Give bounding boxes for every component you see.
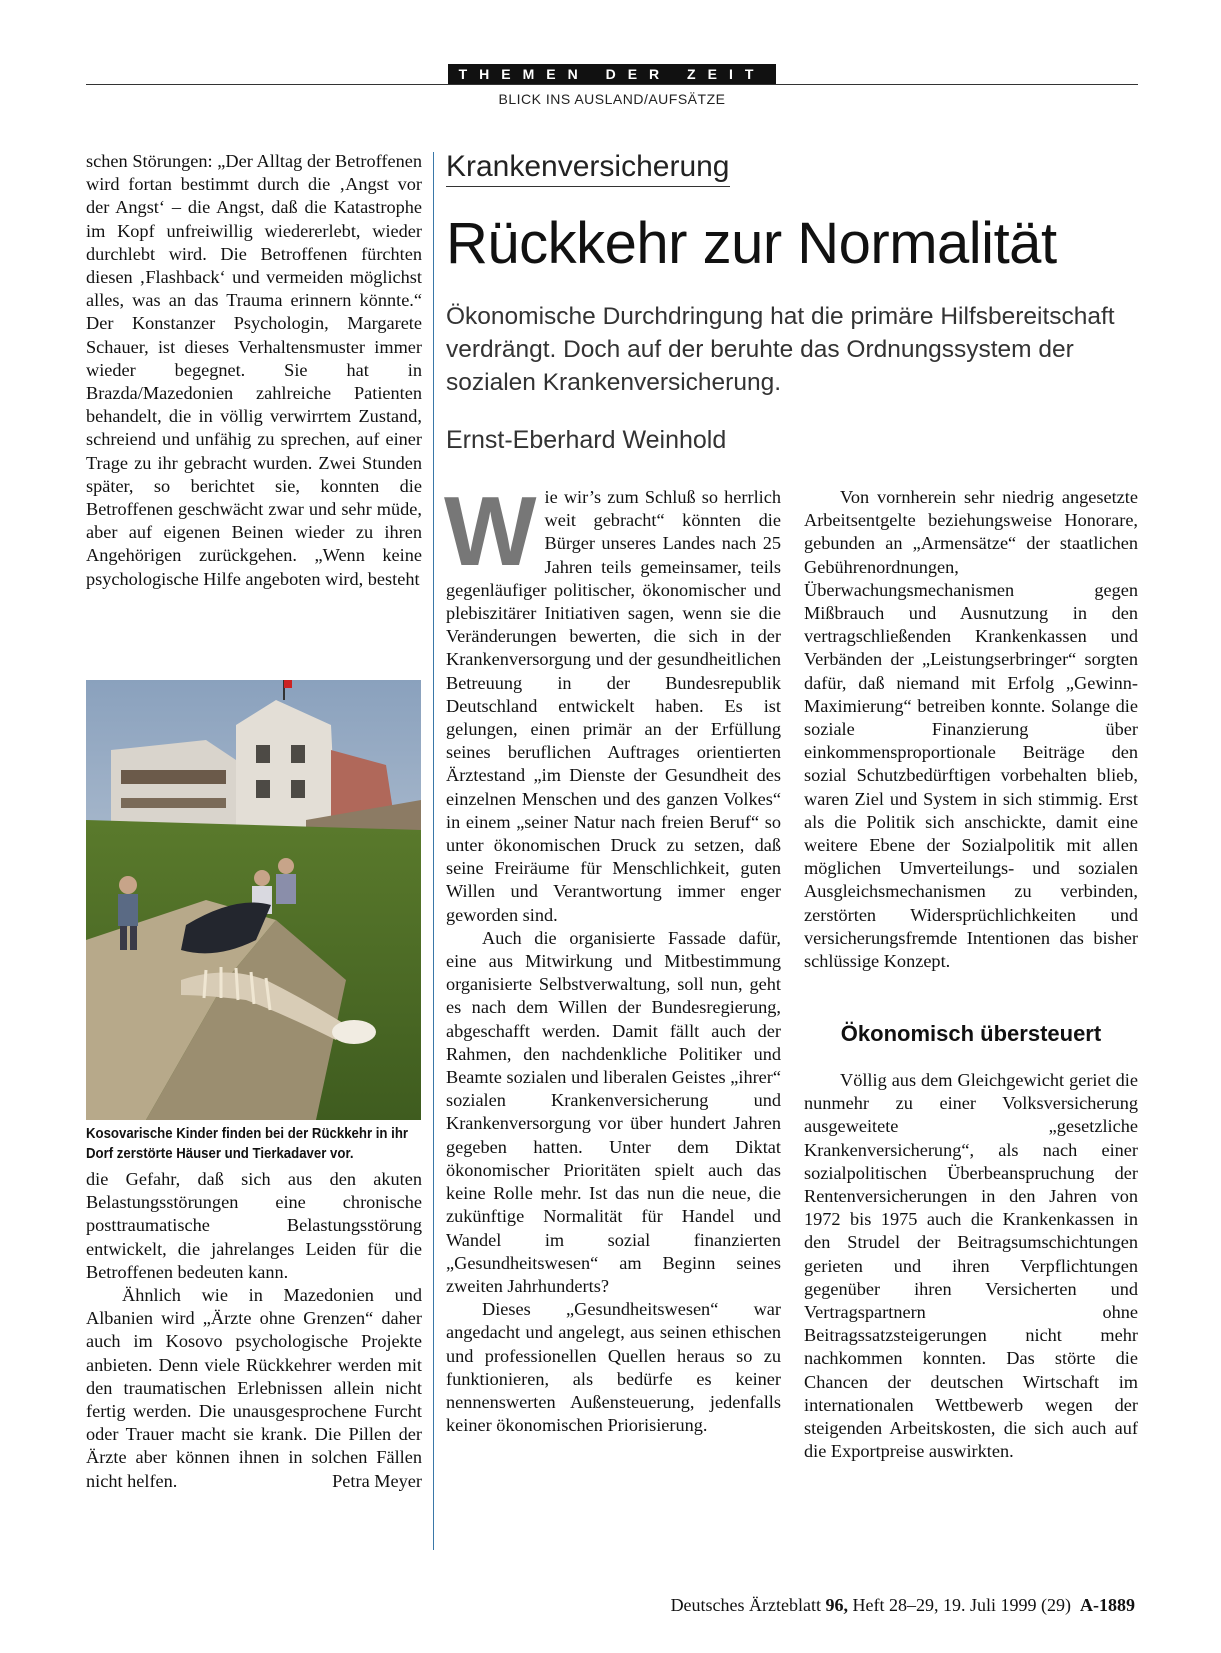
left-column-top <box>86 150 422 591</box>
left-bottom-para-2-text: Ähnlich wie in Mazedonien und Albanien wird „Ärzte ohne Grenzen“ daher auch im Kosovo psychologische Projekte anbieten. Denn viele Rückkehrer werden mit den traumatischen Erlebnissen allein nicht fertig werden. Die unausgesprochene Furcht oder Trauer macht sie krank. Die Pillen der Ärzte aber können ihnen in solchen Fällen nicht helfen. <box>86 1285 422 1491</box>
article-byline: Petra Meyer <box>332 1470 422 1491</box>
article-author: Ernst-Eberhard Weinhold <box>446 426 727 454</box>
right-column-bottom <box>804 1069 1138 1463</box>
left-bottom-para-1: die Gefahr, daß sich aus den akuten Belastungsstörungen eine chronische posttraumatische Belastungsstörung entwickelt, die jahrelanges Leiden für die Betroffenen bedeuten kann. <box>86 1169 422 1282</box>
drop-cap: W <box>444 476 537 586</box>
photo-caption: Kosovarische Kinder finden bei der Rückkehr in ihr Dorf zerstörte Häuser und Tierkadaver vor. <box>86 1125 409 1162</box>
article-title: Rückkehr zur Normalität <box>446 211 1057 276</box>
journal-issue: Heft 28–29, 19. Juli 1999 (29) <box>852 1595 1071 1615</box>
left-column-bottom <box>86 1168 422 1493</box>
page-number: A-1889 <box>1080 1595 1135 1615</box>
middle-para-1-text: ie wir’s zum Schluß so herrlich weit gebracht“ könnten die Bürger unseres Landes nach 25 Jahren teils gemeinsamer, teils gegenläufiger politischer, ökonomischer und plebiszitärer Initiativen sagen, wenn sie die Veränderungen bewerten, die sich in der Krankenversorgung und der gesundheitlichen Betreuung in der Bundesrepublik Deutschland entwickelt haben. Es ist gelungen, einen primär an der Erfüllung seines beruflichen Auftrages orientierten Ärztestand „im Dienste der Gesundheit des einzelnen Menschen und des ganzen Volkes“ in einem „seiner Natur nach freien Beruf“ so unter ökonomischen Druck zu setzen, daß seine Freiräume für Menschlichkeit, guten Willen und Verantwortung immer enger geworden sind. <box>446 487 781 925</box>
right-column-top <box>804 486 1138 973</box>
article-lead: Ökonomische Durchdringung hat die primäre Hilfsbereitschaft verdrängt. Doch auf der beruhte das Ordnungssystem der sozialen Krankenversicherung. <box>446 303 1115 396</box>
middle-para-3: Dieses „Gesundheitswesen“ war angedacht und angelegt, aus seinen ethischen und professionellen Quellen heraus so zu funktionieren, als bedürfe es keiner nennenswerten Außensteuerung, jedenfalls keiner ökonomischen Priorisierung. <box>446 1299 781 1436</box>
right-para-1: Von vornherein sehr niedrig angesetzte Arbeitsentgelte beziehungsweise Honorare, gebunden an „Armensätze“ der staatlichen Gebührenordnungen, Überwachungsmechanismen gegen Mißbrauch und Ausnutzung in den vertragschließenden Krankenkassen und Verbänden der „Leistungserbringer“ sorgten dafür, daß niemand mit Erfolg „Gewinn-Maximierung“ betreiben konnte. Solange die soziale Finanzierung über einkommensproportionale Beiträge den sozial Schutzbedürftigen vorbehalten blieb, waren Ziel und System in sich stimmig. Erst als die Politik sich anschickte, damit eine weitere Ebene der Sozialpolitik mit allen möglichen Umverteilungs- und sozialen Ausgleichsmechanismen zu verbinden, zerstörten Widersprüchlichkeiten und versicherungsfremde Intentionen das bisher schlüssige Konzept. <box>804 487 1138 972</box>
middle-column <box>444 476 781 1437</box>
article-kicker: Krankenversicherung <box>446 150 730 187</box>
kosovo-village-photo <box>86 680 421 1120</box>
section-heading: Ökonomisch übersteuert <box>840 1021 1102 1046</box>
section-subheading: BLICK INS AUSLAND/AUFSÄTZE <box>498 91 726 107</box>
section-banner: THEMEN DER ZEIT <box>448 64 776 84</box>
middle-para-2: Auch die organisierte Fassade dafür, eine aus Mitwirkung und Mitbestimmung organisierte Selbstverwaltung, soll nun, geht es nach dem Willen der Bundesregierung, abgeschafft werden. Damit fällt auch der Rahmen, den nachdenkliche Politiker und Beamte sozialen und liberalen Geistes „ihrer“ sozialen Krankenversicherung und Krankenversorgung vor über hundert Jahren gegeben hatten. Unter dem Diktat ökonomischer Prioritäten spielt auch das keine Rolle mehr. Ist das nun die neue, die zukünftige Normalität für Handel und Wandel im sozial finanzierten „Gesundheitswesen“ am Beginn seines zweiten Jahrhunderts? <box>446 927 781 1296</box>
right-para-2: Völlig aus dem Gleichgewicht geriet die nunmehr zu einer Volksversicherung ausgeweitete „gesetzliche Krankenversicherung“, als nach einer sozialpolitischen Überbeanspruchung der Rentenversicherungen in den Jahren von 1972 bis 1975 auch die Krankenkassen in den Strudel der Beitragsumschichtungen gerieten und ihren Verpflichtungen gegenüber ihren Versicherten und Vertragspartnern ohne Beitragssatzsteigerungen nicht mehr nachkommen konnten. Das störte die Chancen der deutschen Wirtschaft im internationalen Wettbewerb wegen der steigenden Arbeitskosten, die sich auch auf die Exportpreise auswirkten. <box>804 1070 1138 1462</box>
journal-volume: 96, <box>825 1595 849 1615</box>
left-top-text: schen Störungen: „Der Alltag der Betroffenen wird fortan bestimmt durch die ‚Angst vor der Angst‘ – die Angst, daß die Katastrophe im Kopf unfreiwillig wiedererlebt, wieder durchlebt wird. Die Betroffenen fürchten diesen ‚Flashback‘ und vermeiden möglichst alles, was an das Trauma erinnern könnte.“ Der Konstanzer Psychologin, Margarete Schauer, ist dieses Verhaltensmuster immer wieder begegnet. Sie hat in Brazda/Mazedonien zahlreiche Patienten behandelt, die in völlig verwirrtem Zustand, schreiend und unfähig zu sprechen, auf einer Trage zu ihr gebracht wurden. Zwei Stunden später, so berichtet sie, konnten die Betroffenen geschwächt zwar und sehr müde, aber auf eigenen Beinen wieder zu ihren Angehörigen zurückgehen. „Wenn keine psychologische Hilfe angeboten wird, besteht <box>86 151 422 589</box>
page-footer <box>671 1595 1135 1616</box>
journal-name: Deutsches Ärzteblatt <box>670 1595 822 1615</box>
header-rule <box>86 84 1138 85</box>
middle-para-1 <box>444 476 781 927</box>
column-rule <box>433 152 434 1550</box>
left-bottom-para-2 <box>86 1284 422 1493</box>
photo-illustration <box>86 680 421 1120</box>
